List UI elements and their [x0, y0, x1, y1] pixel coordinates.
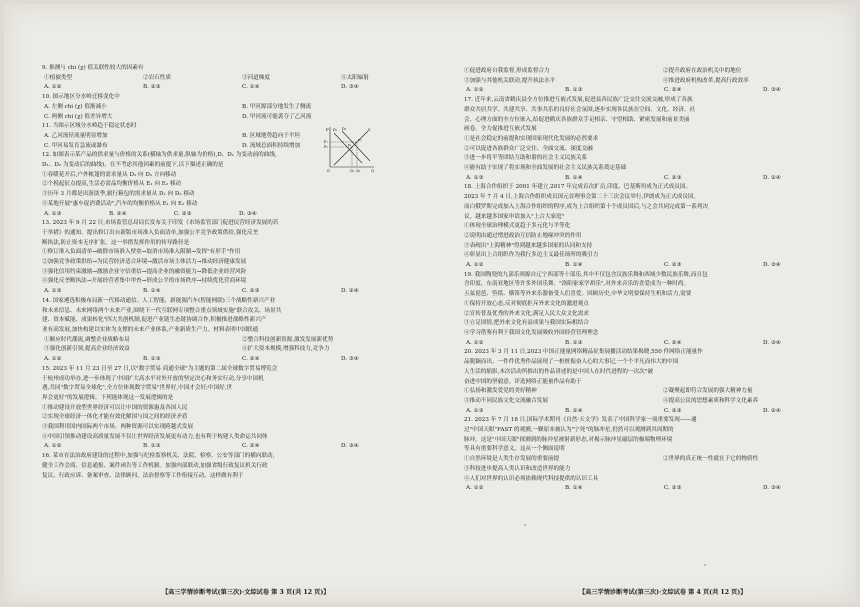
q14-line: 14. 国家遴选积极布局新一代移动通信、人工智能、新能源汽车(智能网联)三个战略性新兴产业 — [42, 297, 276, 304]
choice: D. ③④ — [763, 339, 781, 346]
q15-line: ③我国利用国内国际两个市场、两种资源可以实现跨越式发展 — [42, 424, 194, 431]
option: ②岩石性质 — [143, 74, 171, 81]
option: ②凝聚起即符合发展的强大精神力量 — [663, 388, 753, 395]
q19-option: ④学习借鉴有利于我国文化发展吸收外国经营管理理念 — [464, 329, 599, 336]
choice: C. ②③ — [664, 174, 682, 181]
q14-options — [42, 336, 440, 355]
question-20 — [464, 348, 860, 416]
choice: A. ①③ — [44, 210, 62, 217]
choice: A. ①② — [44, 443, 62, 450]
fig-label: O — [327, 169, 330, 173]
q16-line: 健全工作会商、信息通报、案件函告等工作机制。加强内部联动,加强省级行政复议机关行政 — [42, 462, 268, 469]
question-16-continued — [464, 67, 860, 96]
question-19 — [464, 271, 860, 349]
choice: D. ③④ — [239, 210, 257, 217]
choice: B. ①③ — [565, 87, 583, 94]
q17-option: ③进一步将平等团结互助和谐的社会主义民族关系 — [464, 155, 588, 162]
q16-choices — [464, 86, 860, 96]
option: ②世界的真正统一性就在于它的物质性 — [663, 456, 759, 463]
q19-line: 含印度、东南亚地区等许多外国乐舞。"洛阳家家学胡乐",对外来音乐的喜爱成为一种时尚。 — [464, 281, 690, 288]
q21-options — [464, 455, 860, 465]
q10-stem: 10. 图示地区分水岭迁移变化中 — [42, 94, 120, 101]
choice: A. 乙河流径流量明显增加 — [44, 132, 108, 139]
option: ①植被类型 — [44, 74, 72, 81]
q18-option: ③表现出"上海精神"得到越来越多国家的认同和支持 — [464, 242, 593, 249]
q12-line: 12. 如图表示某产品的供求量与价格的关系(横轴为供求量,纵轴为价格),D、D₁ 为变动前的曲线, — [42, 152, 277, 159]
q12-choices — [42, 210, 304, 220]
q17-option: ①是社会稳定的前提和实现国家现代化发展的必然要求 — [464, 135, 599, 142]
choice: D. ③④ — [763, 262, 781, 269]
choice: C. ②③ — [664, 262, 682, 269]
q14-line: 业有高发展,加快构建以实体为支撑的未来产业体系,产业新质生产力。材料表明中国联通 — [42, 326, 259, 333]
choice: A. ①③ — [44, 288, 62, 295]
q14-line: 和未来信息、未来网络两个未来产业,围绕下一代互联网专项整合重点领域实施"联合攻关、场景共 — [42, 307, 282, 314]
q11-choices — [42, 132, 440, 151]
choice: D. ②④ — [341, 288, 359, 295]
fig-label: S — [368, 128, 371, 132]
q9-options — [42, 74, 440, 84]
q21-choices — [464, 484, 860, 494]
scan-speck — [524, 524, 526, 526]
question-17 — [464, 96, 860, 183]
q21-line: 过"中国天眼"FAST 的观测,一颗原本被认为"宁死"的脉冲星,仍然可以观测到其周期的 — [464, 427, 674, 434]
exam-sheet — [4, 4, 856, 603]
question-10 — [42, 93, 440, 122]
q20-line: 20. 2023 年 3 月 11 日,2023 中国正能量网络精品征集展播活动结果揭晓,550 件网络正能量作 — [464, 349, 703, 356]
supply-demand-figure — [324, 125, 376, 173]
choice: C. ②③ — [664, 485, 682, 492]
q12-line: ②个税起征点提高,生活必需品均衡价格从 E₁ 向 E₂ 移动 — [42, 181, 182, 188]
q13-line: 干举措》的通知。提出修订出台新版市场准入负面清单,加强公平竞争政策供给,强化反垄 — [42, 229, 259, 236]
choice: D. ②④ — [763, 407, 781, 414]
option: ③强化创新引领,提高企业经济效益 — [44, 346, 130, 353]
option: ③加强与其他机关联动,提升执法水平 — [464, 77, 556, 84]
q18-line: 议。越来越多国家申请加入"上合大家庭" — [464, 213, 565, 220]
q21-line: 等具有重要科学意义。这从一个侧面说明 — [464, 446, 565, 453]
q17-line: 会、心理方面的全方位嵌入,给促进鹤庆各族群众手足相亲、守望相助、紧密发展和前景美丽 — [464, 116, 690, 123]
fig-label: P₂ — [324, 145, 328, 149]
q20-line: 奋进中国的坚毅意。评选网络正能量作品有助于 — [464, 378, 582, 385]
choice: C. ①④ — [242, 84, 260, 91]
choice: A. ①② — [466, 87, 484, 94]
choice: A. ①② — [466, 485, 484, 492]
fig-label: P₁ — [324, 140, 328, 144]
q18-option: ②说明由通过增进政治互信防止地缘冲突的作用 — [464, 232, 582, 239]
q20-line: 人生活的缩影,本次活动所推出的作品讲述的是中国人在时代进程的一次次"破 — [464, 368, 653, 375]
q15-line: 于杭州成功举办,进一步体现了中国扩大高水平对外开放的坚定决心和务实行动,分享中国机 — [42, 375, 264, 382]
choice: B. ①③ — [143, 443, 161, 450]
q17-line: 17. 近年来,云南省鹤庆县全方位推进互嵌式发展,促进县各民族广泛交往交流交融,形成了各族 — [464, 97, 693, 104]
option: ①自然环境是人类生存发展的重要前提 — [464, 456, 560, 463]
question-12 — [42, 151, 440, 219]
choice: B. ①③ — [565, 339, 583, 346]
choice: B. ①③ — [143, 356, 161, 363]
q15-line: ②实现全球经济一体化才能有效化解国与国之间的经济矛盾 — [42, 414, 188, 421]
choice: B. ①④ — [565, 485, 583, 492]
q14-line: 建、资本赋能、成果转化"四大共创机制,促进产业链生态链协调合作,积极推进战略性新兴产 — [42, 317, 267, 324]
choice: D. 流域总面积持续增加 — [242, 142, 301, 149]
fig-label: Q₂ — [356, 169, 361, 173]
q12-line: ③历年 3 月都是出游淡季,旅行箱包的需求量从 D₁ 向 D₂ 移动 — [42, 191, 195, 198]
scan-speck — [474, 244, 476, 246]
choice: B. ②③ — [143, 84, 161, 91]
q13-line: ②加强竞争政策供给→为民营经济适合环境→激活市场主体活力→推动经济健康发展 — [42, 259, 247, 266]
option: ①弘扬和激发爱党的美好精神 — [464, 388, 537, 395]
option: ①顺应时代潮流,调整企业战略布局 — [44, 336, 130, 343]
q19-option: ①保持开放心态,反对彻底拒斥外来文化的激进观点 — [464, 300, 589, 307]
q20-options — [464, 387, 860, 406]
question-14 — [42, 297, 440, 365]
q20-choices — [464, 407, 860, 417]
q18-option: ④彰显出上合组织作为我行多边主义最佳场所的吸引力 — [464, 252, 599, 259]
q15-line: 遇,共同"数字贸易全球化",全方位体现数字贸易"世界好,中国才会好;中国好,世 — [42, 385, 233, 392]
question-13 — [42, 219, 440, 297]
q19-option: ③立足国情,把外来文化有益成果与我国实际相结合 — [464, 320, 589, 327]
q17-option: ④能有助于实现了将实现和全面发展的社会主义民族关系奠定基础 — [464, 165, 627, 172]
choice: B. 区域地势趋向于平坦 — [242, 132, 301, 139]
option: ④扩大资本规模,增强科技力,竞争力 — [242, 346, 330, 353]
q21-option: ④人们对世界的认识必须依赖现代科技提供的认识工具 — [464, 475, 599, 482]
q15-line: ④中国引领推动建设高质量发展不仅让世界经济发展更有动力,也有利于构建人类命运共同体 — [42, 433, 268, 440]
q13-choices — [42, 287, 440, 297]
choice: D. ③④ — [341, 443, 359, 450]
choice: D. 甲河流可能袭夺了乙河流 — [242, 113, 312, 120]
q18-line: 2023 年 7 月 4 日,上海合作组织成员国元首理事会第二十三次会议举行,伊朗成为正式成员国, — [464, 194, 696, 201]
choice: D. ③④ — [341, 84, 359, 91]
choice: A. 左侧 chi (χ) 值渐减小 — [44, 103, 107, 110]
question-18 — [464, 183, 860, 270]
q9-stem: 9. 推测与 chi (χ) 值关联性较大的因素有 — [42, 65, 144, 71]
q15-line: ①推动建设开放型世界经济可以让中国的资源惠及各国人民 — [42, 404, 188, 411]
q19-option: ②宣传普及优秀的外来文化,满足人民大众文化需求 — [464, 310, 589, 317]
q16-line: 16. 某市在法治政府建设的过程中,加强与纪检监察机关、法院、检察、公安等部门的横向联动, — [42, 453, 275, 460]
choice: B. ①④ — [143, 288, 161, 295]
q11-stem: 11. 当图示区域分水岭趋于稳定状态时 — [42, 123, 137, 130]
option: ③推动不同民族文化交流融合发展 — [464, 397, 548, 404]
q13-line: ④强化反垄断执法→开展经营者集中审查→形成公平的市场秩序→持续优化营商环境 — [42, 278, 247, 285]
fig-label: E₂ — [358, 138, 362, 142]
q12-line: ④某地开展"惠车促消费活动",汽车的均衡价格从 E₁ 向 E₂ 移动 — [42, 200, 198, 207]
option: ②整合科技创新资源,激发发展新优势 — [242, 336, 334, 343]
q12-line: D₁、D₂ 为变动后的曲线)。在不考虑其他因素的前提下,以下描述正确的是 — [42, 162, 224, 169]
q17-choices — [464, 174, 860, 184]
q15-line: 15. 2023 年 11 月 23 日至 27 日,以"数字贸易 商通全球"为主题的第二届全球数字贸易博览会 — [42, 365, 278, 372]
q19-line: 19. 我国陶瓷的九部乐须源自辽宁西部等十部乐,其中不仅包含汉族乐舞和西域少数民族乐舞,而且包 — [464, 271, 708, 278]
q9-choices — [42, 83, 440, 93]
q13-line: 13. 2023 年 9 月 22 日,市场监管总局局长发布关于印发《市场监管部门促进民营经济发展的若 — [42, 220, 279, 227]
option: ④太阳辐射 — [341, 74, 369, 81]
q13-line: ①修订准入负面清单→破除市场准入壁垒→取消市场准入限制→发挥"有形手"作用 — [42, 249, 241, 256]
question-16 — [42, 452, 440, 481]
q20-line: 品脱颖而出。一件件优秀作品展现了一桩桩振奋人心的大事记,一个个平凡而伟大的中国 — [464, 359, 679, 366]
fig-label: Q — [371, 169, 374, 173]
choice: C. 两侧 chi (χ) 值差异增大 — [44, 113, 113, 120]
q15-line: 界会更好"的发展逻辑。下列能体现这一发展逻辑的是 — [42, 394, 174, 401]
choice: D. ③④ — [763, 485, 781, 492]
q10-choices — [42, 103, 440, 122]
option: ②提升政府在政治机关中的地位 — [663, 68, 742, 74]
q13-line: 断执法,防止资本无序扩张。这一举措发挥作用的传导路径是 — [42, 239, 190, 246]
q19-line: 五弦琵琶、箜篌、横笛等外来乐器备受人们喜爱。回顾历史,中华文明要保持生机和活力,需要 — [464, 291, 692, 298]
q17-line: 群众共居共学、共建共享、共事共乐的良好社会氛围,逐步实现各民族在空间、文化、经济、社 — [464, 106, 696, 113]
q12-line: ①春暖花开后,户外帐篷的需求量从 D₁ 向 D₂ 方向移动 — [42, 171, 177, 178]
right-column — [464, 67, 860, 587]
choice: D. ②④ — [763, 174, 781, 181]
option: ①促进政府自我监督,形成监督合力 — [464, 68, 550, 74]
supply-curve — [334, 131, 368, 165]
choice: D. ③④ — [341, 356, 359, 363]
scan-speck — [704, 564, 706, 566]
q18-option: ①体现全球治理模式更趋于多元化与平等化 — [464, 223, 571, 230]
fig-label: D₂ — [342, 127, 347, 131]
choice: C. ②④ — [664, 339, 682, 346]
q21-option: ③科技进步提高人类认识和改造世界的能力 — [464, 465, 571, 472]
q19-choices — [464, 339, 860, 349]
choice: A. ①② — [44, 84, 62, 91]
choice: B. ①④ — [565, 262, 583, 269]
left-column — [42, 64, 440, 584]
choice: C. ②③ — [664, 407, 682, 414]
choice: C. ②③ — [174, 210, 192, 217]
q15-choices — [42, 442, 440, 452]
option: ④推进政府机构改革,提高行政效率 — [663, 77, 749, 84]
fig-label: E₁ — [348, 143, 352, 147]
q17-line: 画卷。全力促推进互嵌式发展 — [464, 126, 537, 133]
q21-line: 21. 2023 年 7 月 18 日,国际学术期刊《自然·天文学》发表了中国科学家一项重要发现——通 — [464, 417, 697, 424]
choice: C. ②④ — [242, 443, 260, 450]
page-footer-left: 【高三学情诊断考试(第三次)·文综试卷 第 3 页(共 12 页)】 — [162, 589, 330, 596]
choice: B. ①④ — [565, 174, 583, 181]
q16-line: 复议、行政应诉、备案审查、法律顾问、法治督察等工作衔接互动。这样做有利于 — [42, 472, 244, 479]
choice: A. ①③ — [466, 174, 484, 181]
choice: A. ①② — [466, 339, 484, 346]
q18-line: 而白俄罗斯完成加入上海合作组织的程序,成为上合组织第十个成员国后,与之会共同完成第一系列决 — [464, 203, 709, 210]
choice: B. 甲河源部分地发生了侧流 — [242, 103, 312, 110]
choice: A. ①② — [44, 356, 62, 363]
fig-label: Q₁ — [350, 169, 355, 173]
page-footer-right: 【高三学情诊断考试(第三次)·文综试卷 第 4 页(共 12 页)】 — [579, 589, 747, 596]
choice: C. ②④ — [242, 356, 260, 363]
q13-line: ③强化信用约束激励→激励企业守信重信→提高企业的融资能力→降低企业经营风险 — [42, 268, 247, 275]
choice: C. 甲河易发育急流或瀑布 — [44, 142, 108, 149]
q18-line: 18. 上海合作组织于 2001 年建立,2017 年完成首次扩员,印度、巴基斯坦成为正式成员国。 — [464, 184, 692, 191]
choice: A. ①③ — [466, 407, 484, 414]
question-15 — [42, 365, 440, 452]
choice: B. ①④ — [565, 407, 583, 414]
choice: D. ③④ — [763, 87, 781, 94]
option: ④提高公民的思想素质和科学文化素养 — [663, 397, 759, 404]
question-11 — [42, 122, 440, 151]
option: ③河道梯度 — [242, 74, 270, 81]
fig-label: D₁ — [333, 128, 338, 132]
choice: C. ②③ — [242, 288, 260, 295]
q18-choices — [464, 261, 860, 271]
choice: B. ②④ — [109, 210, 127, 217]
question-21 — [464, 416, 860, 494]
q21-line: 脉冲。这是"中国天眼"探测到的脉冲星被射新形态,对揭示脉冲星磁层的极端物理环境 — [464, 436, 673, 443]
q14-choices — [42, 355, 440, 365]
choice: A. ①② — [466, 262, 484, 269]
question-9 — [42, 64, 440, 93]
q16-options — [464, 67, 860, 86]
q17-option: ②可以促进各族群众广泛交往、全面交流、深度交融 — [464, 145, 593, 152]
choice: C. ②④ — [664, 87, 682, 94]
fig-label: P — [326, 127, 329, 132]
